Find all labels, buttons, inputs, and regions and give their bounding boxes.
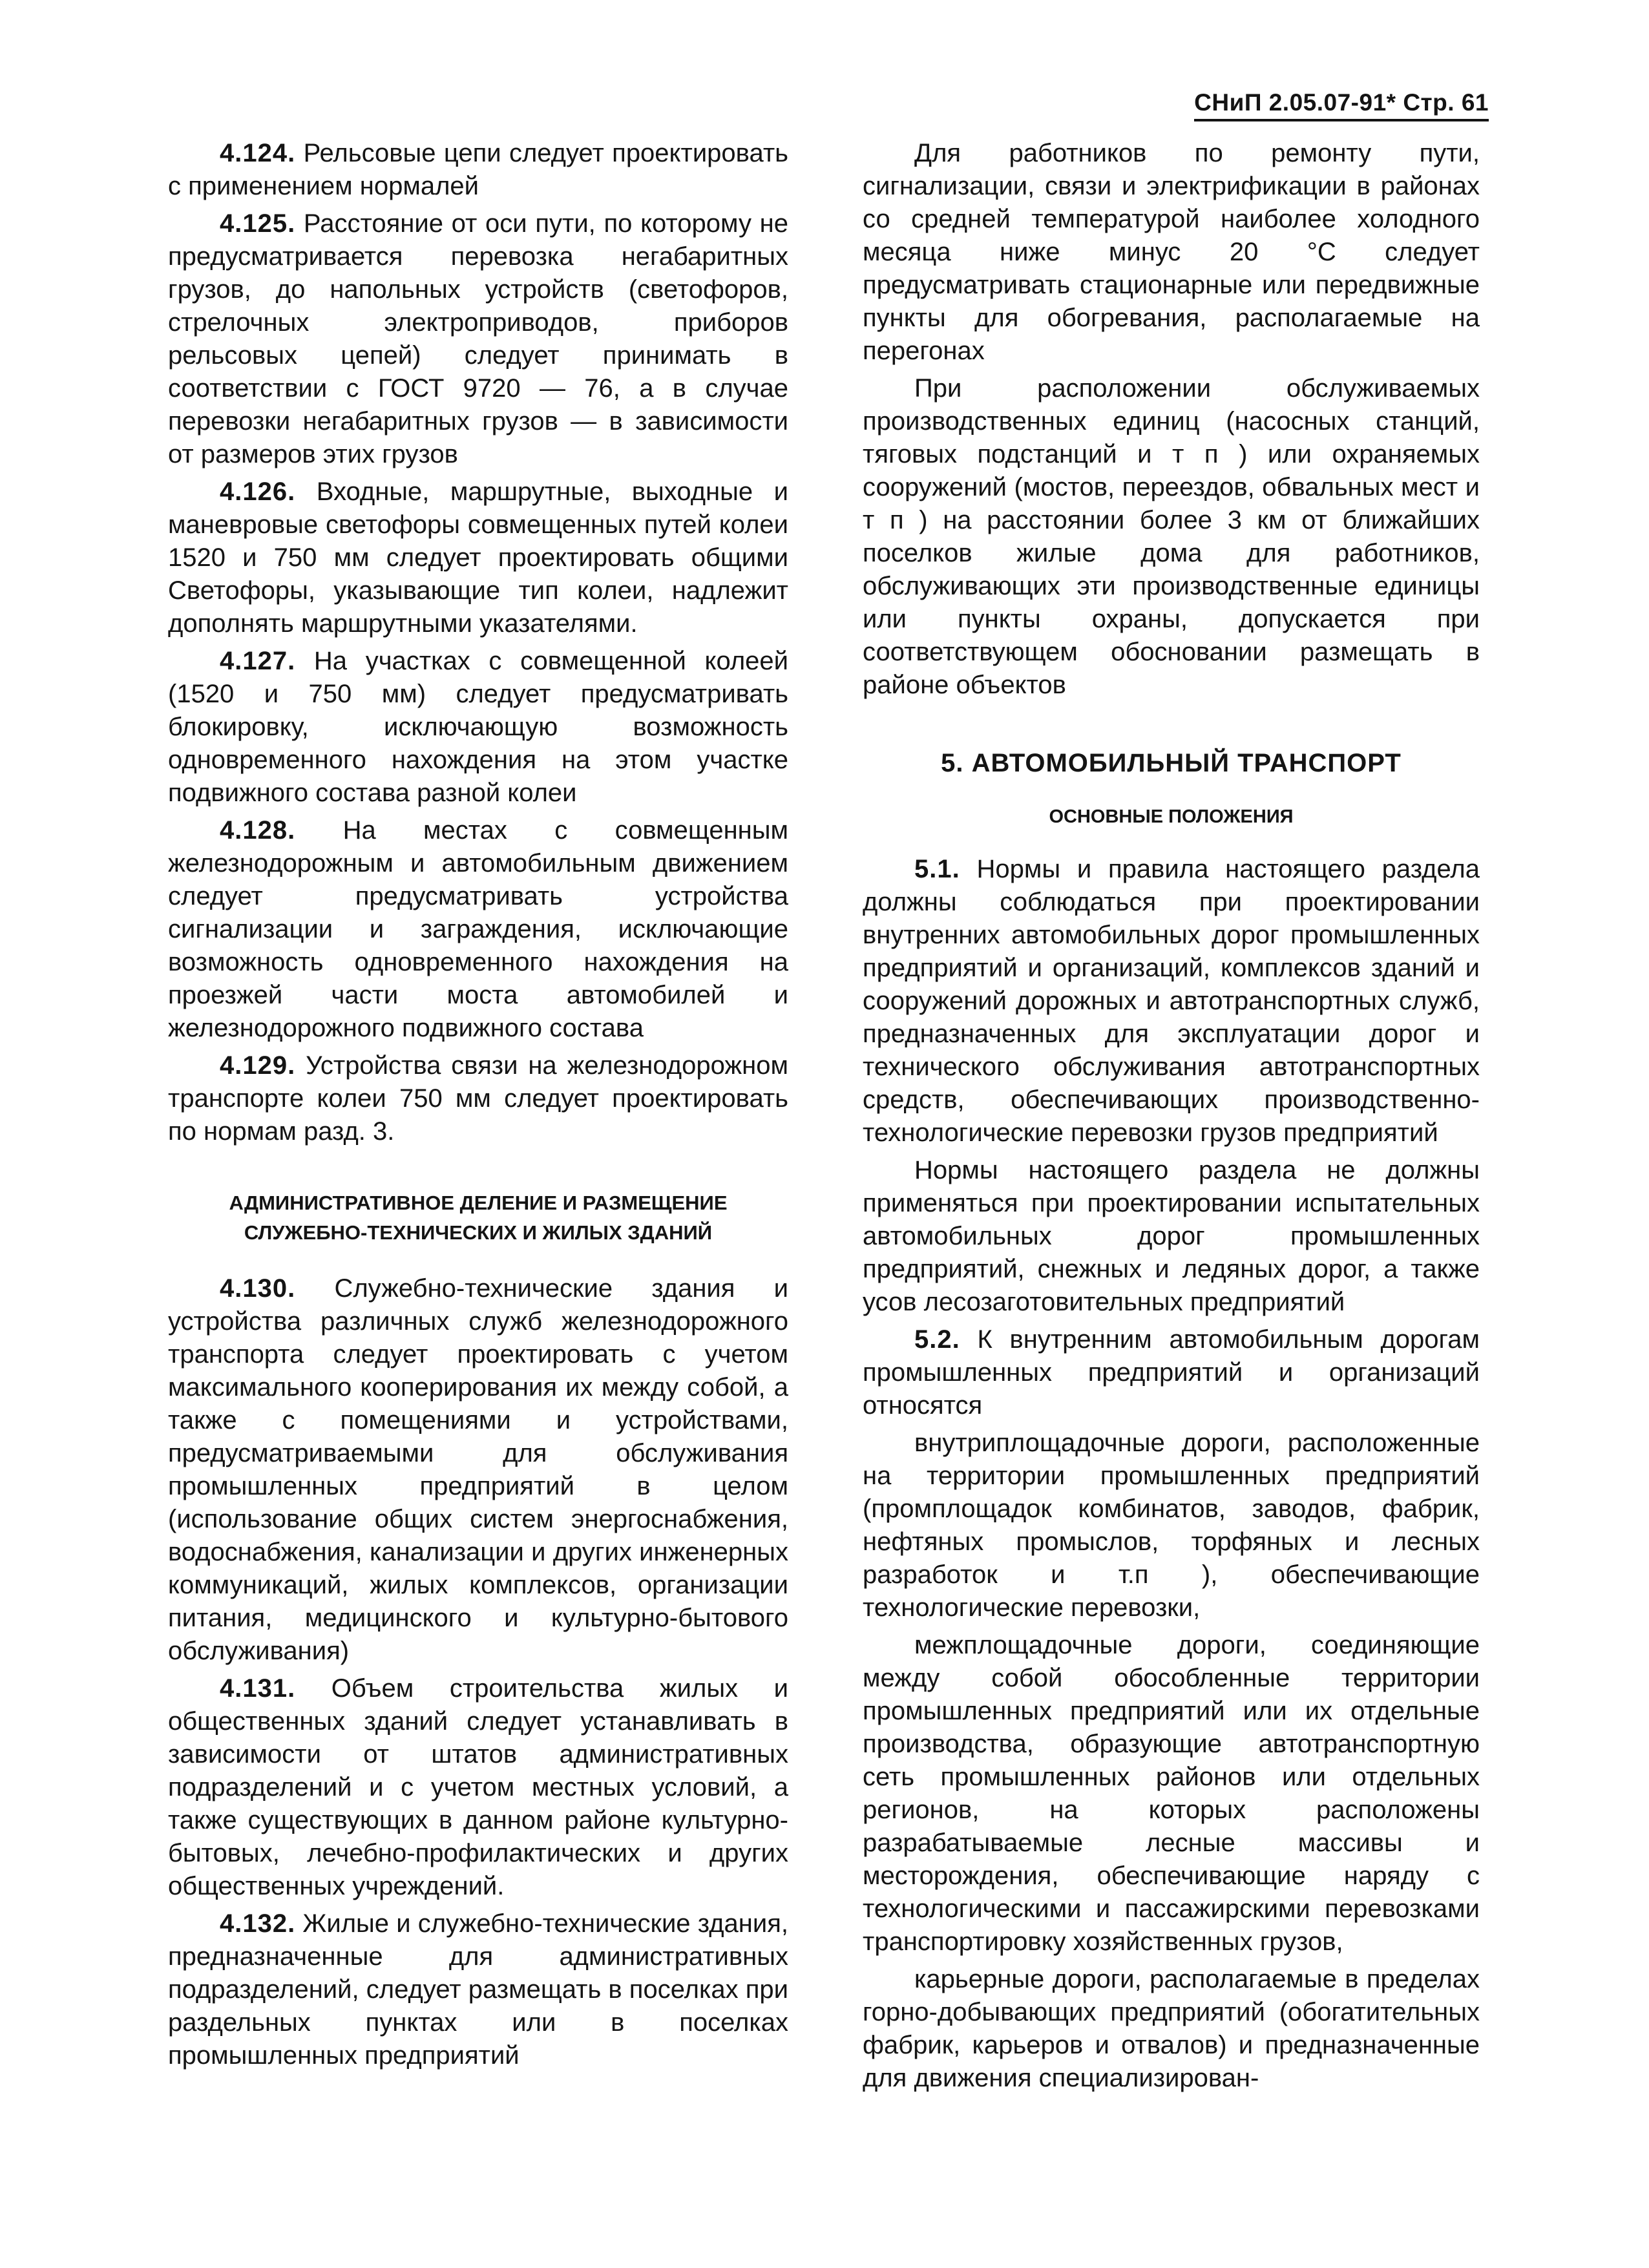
clause-text: Расстояние от оси пути, по которому не предусматривается перевозка негабаритных грузов, до напольных устройств (светофоров, стрелочных электроприводов, приборов рельсовых цепей) следует принимать в соответствии с ГОСТ 9720 — 76, а в случае перевозки негабаритных грузов — в зависимости от размеров этих грузов xyxy=(168,209,788,468)
clause-text: Служебно-технические здания и устройства различных служб железнодорожного транспорта следует проектировать с учетом максимального кооперирования их между собой, а также с помещениями и устройствами, предусматриваемыми для обслуживания промышленных предприятий в целом (использование общих систем энергоснабжения, водоснабжения, канализации и других инженерных коммуникаций, жилых комплексов, организации питания, медицинского и культурно-бытового обслуживания) xyxy=(168,1274,788,1665)
clause-4-127 xyxy=(168,645,788,810)
subheading-line-2: СЛУЖЕБНО-ТЕХНИЧЕСКИХ И ЖИЛЫХ ЗДАНИЙ xyxy=(244,1221,713,1244)
clause-number: 4.124. xyxy=(220,139,296,167)
paragraph-continuation-1: Для работников по ремонту пути, сигнализации, связи и электрификации в районах со средней температурой наиболее холодного месяца ниже минус 20 °С следует предусматривать стационарные или передвижные пункты для обогревания, располагаемые на перегонах xyxy=(863,139,1480,365)
clause-4-128 xyxy=(168,814,788,1045)
chapter-heading: 5. АВТОМОБИЛЬНЫЙ ТРАНСПОРТ xyxy=(941,749,1402,777)
clause-number: 4.125. xyxy=(220,209,296,238)
list-item: межплощадочные дороги, соединяющие между собой обособленные территории промышленных предприятий или их отдельные производства, образующие автотранспортную сеть промышленных районов или отдельных регионов, на которых расположены разрабатываемые лесные массивы и месторождения, обеспечивающие наряду с технологическими и пассажирскими перевозками транспортировку хозяйственных грузов, xyxy=(863,1631,1480,1956)
clause-4-131 xyxy=(168,1672,788,1903)
clause-4-129 xyxy=(168,1049,788,1148)
clause-number: 4.131. xyxy=(220,1674,296,1703)
clause-number: 4.126. xyxy=(220,478,296,506)
page-header: СНиП 2.05.07-91* Стр. 61 xyxy=(1194,89,1489,121)
clause-4-130 xyxy=(168,1272,788,1668)
paragraph: Нормы настоящего раздела не должны применяться при проектировании испытательных автомобильных дорог промышленных предприятий, снежных и ледяных дорог, а также усов лесозаготовительных предприятий xyxy=(863,1156,1480,1316)
clause-text: Устройства связи на железнодорожном транспорте колеи 750 мм следует проектировать по нормам разд. 3. xyxy=(168,1051,788,1146)
clause-number: 4.130. xyxy=(220,1274,296,1303)
right-column xyxy=(863,137,1480,2099)
clause-5-2 xyxy=(863,1323,1480,1422)
clause-number: 4.129. xyxy=(220,1051,296,1080)
clause-4-126 xyxy=(168,476,788,640)
clause-number: 4.127. xyxy=(220,647,296,675)
clause-number: 5.2. xyxy=(914,1325,960,1354)
clause-text: Жилые и служебно-технические здания, предназначенные для административных подразделений, следует размещать в поселках при раздельных пунктах или в поселках промышленных предприятий xyxy=(168,1909,788,2070)
clause-text: На участках с совмещенной колеей (1520 и 750 мм) следует предусматривать блокировку, исключающую возможность одновременного нахождения на этом участке подвижного состава разной колеи xyxy=(168,647,788,807)
left-column xyxy=(168,137,788,2077)
list-item: карьерные дороги, располагаемые в пределах горно-добывающих предприятий (обогатительных фабрик, карьеров и отвалов) и предназначенные для движения специализирован- xyxy=(863,1965,1480,2092)
clause-text: К внутренним автомобильным дорогам промышленных предприятий и организаций относятся xyxy=(863,1325,1480,1420)
clause-4-125 xyxy=(168,207,788,471)
list-item: внутриплощадочные дороги, расположенные на территории промышленных предприятий (промплощадок комбинатов, заводов, фабрик, нефтяных промыслов, торфяных и лесных разработок и т.п ), обеспечивающие технологические перевозки, xyxy=(863,1429,1480,1622)
clause-text: На местах с совмещенным железнодорожным и автомобильным движением следует предусматривать устройства сигнализации и заграждения, исключающие возможность одновременного нахождения на проезжей части моста автомобилей и железнодорожного подвижного состава xyxy=(168,816,788,1042)
clause-text: Нормы и правила настоящего раздела должны соблюдаться при проектировании внутренних автомобильных дорог промышленных предприятий и организаций, комплексов зданий и сооружений дорожных и автотранспортных служб, предназначенных для эксплуатации дорог и технического обслуживания автотранспортных средств, обеспечивающих производственно-технологические перевозки грузов предприятий xyxy=(863,855,1480,1147)
clause-4-124 xyxy=(168,137,788,203)
paragraph-continuation-2: При расположении обслуживаемых производственных единиц (насосных станций, тяговых подстанций и т п ) или охраняемых сооружений (мостов, переездов, обвальных мест и т п ) на расстоянии более 3 км от ближайших поселков жилые дома для работников, обслуживающих эти производственные единицы или пункты охраны, допускается при соответствующем обосновании размещать в районе объектов xyxy=(863,374,1480,699)
clause-number: 4.128. xyxy=(220,816,296,845)
section-subheading xyxy=(168,1188,788,1248)
clause-4-132 xyxy=(168,1907,788,2072)
clause-number: 4.132. xyxy=(220,1909,296,1938)
subheading-line-1: АДМИНИСТРАТИВНОЕ ДЕЛЕНИЕ И РАЗМЕЩЕНИЕ xyxy=(229,1192,728,1214)
section-subheading: ОСНОВНЫЕ ПОЛОЖЕНИЯ xyxy=(1049,806,1294,827)
clause-text: Входные, маршрутные, выходные и маневровые светофоры совмещенных путей колеи 1520 и 750 мм следует проектировать общими Светофоры, указывающие тип колеи, надлежит дополнять маршрутными указателями. xyxy=(168,478,788,638)
clause-text: Рельсовые цепи следует проектировать с применением нормалей xyxy=(168,139,788,200)
clause-number: 5.1. xyxy=(914,855,960,883)
clause-text: Объем строительства жилых и общественных зданий следует устанавливать в зависимости от штатов административных подразделений и с учетом местных условий, а также существующих в данном районе культурно-бытовых, лечебно-профилактических и других общественных учреждений. xyxy=(168,1674,788,1900)
clause-5-1 xyxy=(863,853,1480,1150)
